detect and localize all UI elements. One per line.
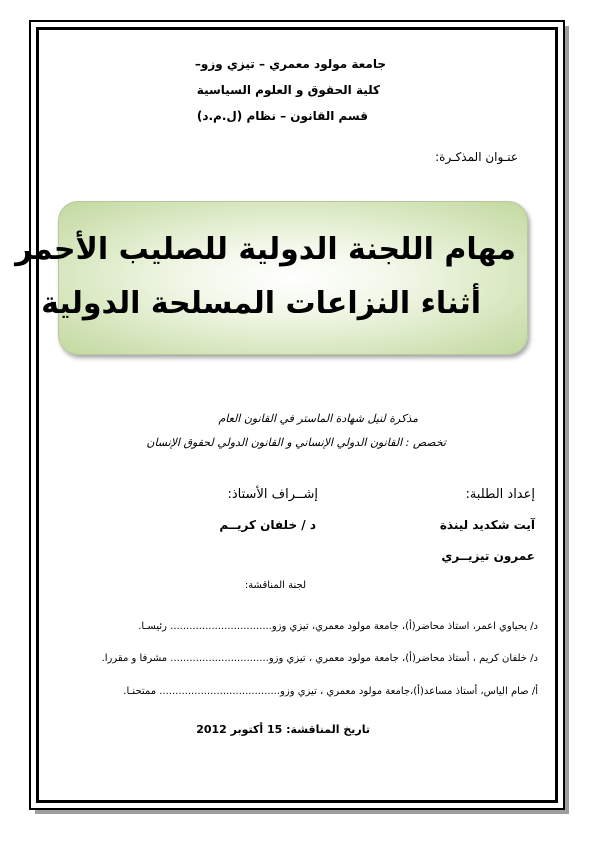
university-name: جامعة مولود معمري – تيزي وزو–	[194, 57, 386, 71]
supervisor-label: إشــراف الأستاذ:	[227, 487, 318, 502]
title-line-1: مهام اللجنة الدولية للصليب الأحمر	[15, 232, 516, 267]
department-name: قسم القانون – نظام (ل.م.د)	[196, 109, 368, 123]
student-name: آيت شكديد لينذة	[439, 518, 535, 532]
page-shadow-right	[565, 26, 569, 814]
committee-label: لجنة المناقشة:	[244, 580, 306, 591]
prepared-by-label: إعداد الطلبة:	[465, 487, 535, 502]
specialization: تخصص : القانون الدولي الإنساني و القانون الدولي لحقوق الإنسان	[146, 436, 446, 449]
degree-statement: مذكرة لنيل شهادة الماستر في القانون العام	[218, 412, 418, 425]
supervisor-name: د / خلفان كريــم	[219, 518, 316, 532]
student-name: عمرون تيزيــري	[441, 549, 535, 563]
memo-title-label: عنـوان المذكـرة:	[435, 150, 518, 164]
committee-member: د/ خلفان كريم ، أستاذ محاضر(أ)، جامعة مولود معمري ، تيزي وزو............................... مشرفا و مقررا.	[101, 653, 538, 664]
committee-member: د/ يحياوي اعمر، استاذ محاضر(أ)، جامعة مولود معمري، تيزي وزو................................ رئيسـا.	[138, 621, 538, 632]
title-line-2: أثناء النزاعات المسلحة الدولية	[41, 286, 481, 321]
defense-date: تاريخ المناقشة: 15 أكتوبر 2012	[196, 723, 370, 736]
page-shadow-bottom	[35, 810, 569, 814]
title-box	[58, 201, 528, 355]
faculty-name: كلية الحقوق و العلوم السياسية	[196, 83, 380, 97]
committee-member: أ/ صام الياس، أستاذ مساعد(أ)،جامعة مولود معمري ، تيزي وزو...................................... ممتحنـا.	[123, 686, 538, 697]
